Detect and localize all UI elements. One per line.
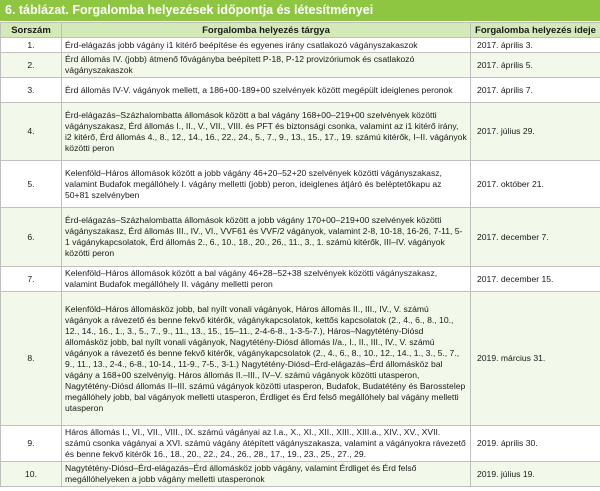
- table-row: [1, 78, 600, 103]
- table-row: [1, 53, 600, 78]
- row-number: 10.: [1, 462, 62, 487]
- row-number: 2.: [1, 53, 62, 78]
- row-description: Érd-elágazás–Százhalombatta állomások között a jobb vágány 170+00–219+00 szelvények közötti vágányszakasz, Érd állomás III., IV., VI., VVF61 és VVF/2 vágányok, valamint 2-8, 10-18, 16-26, 7-11, 5-1 vágánykapcsolatok, Érd állomás 2., 6., 10., 18., 20., 26., 11., 3., 1. számú kitérők, III–IV. vágányok közötti peron: [62, 208, 471, 267]
- row-date: 2017. július 29.: [471, 103, 600, 161]
- row-description: Kelenföld–Háros állomásköz jobb, bal nyílt vonali vágányok, Háros állomás II., III., IV., V. számú vágányok a rávezető és benne fekvő kitérők, vágánykapcsolatok, kettős kapcsolatok (2., 4., 6., 8., 10., 12., 14., 16., 1., 3., 5., 7., 9., 11., 13., 15., 15–11., 2-4-6-8., 1-3-5-7.), Háros–Nagytétény-Diósd állomásköz jobb, bal nyílt vonali vágányok, Nagytétény-Diósd állomás I/a., I., II., III., IV., V. számú vágányok a rávezető és benne fekvő kitérők, vágánykapcsolatok (2., 4., 6., 8., 10., 12., 14., 1., 3., 5., 7., 9., 11., 13., 2-4., 6-8., 10-14., 11-9., 7-5., 3-1.) Nagytétény-Diósd–Érd-elágazás–Érd állomásköz bal vágány a 168+00 szelvényig. Háros állomás II.–III., IV–V. számú vágányok közötti utasperon, Nagytétény-Diósd állomás II–III. számú vágányok közötti utasperon, Budafok, Budatétény és Barosstelep megállóhely jobb, bal vágányok melletti utasperon, Érdliget és Érd felső megállóhely bal vágány melletti utasperon: [62, 292, 471, 426]
- row-description: Kelenföld–Háros állomások között a jobb vágány 46+20–52+20 szelvények közötti vágányszakasz, valamint Budafok megállóhely I. vágány melletti (jobb) peron, ideiglenes átjáró és beléptetőkapu az 50+81 szelvényben: [62, 161, 471, 208]
- row-number: 7.: [1, 267, 62, 292]
- row-date: 2017. december 15.: [471, 267, 600, 292]
- row-date: 2017. október 21.: [471, 161, 600, 208]
- row-number: 4.: [1, 103, 62, 161]
- header-subject: Forgalomba helyezés tárgya: [62, 23, 471, 38]
- table-row: [1, 426, 600, 462]
- row-description: Érd állomás IV. (jobb) átmenő fővágányba beépített P-18, P-12 provizóriumok és csatlakozó vágányszakaszok: [62, 53, 471, 78]
- row-description: Érd-elágazás jobb vágány i1 kitérő beépítése és egyenes irány csatlakozó vágányszakaszok: [62, 38, 471, 53]
- row-date: 2019. március 31.: [471, 292, 600, 426]
- table-title: 6. táblázat. Forgalomba helyezések időpontja és létesítményei: [0, 0, 600, 21]
- table-row: [1, 208, 600, 267]
- row-description: Nagytétény-Diósd–Érd-elágazás–Érd állomásköz jobb vágány, valamint Érdliget és Érd felső megállóhelyeken a jobb vágány melletti utasperonok: [62, 462, 471, 487]
- row-number: 5.: [1, 161, 62, 208]
- row-number: 8.: [1, 292, 62, 426]
- row-description: Érd állomás IV-V. vágányok mellett, a 186+00-189+00 szelvények között megépült ideiglenes peronok: [62, 78, 471, 103]
- table-row: [1, 267, 600, 292]
- row-date: 2017. április 3.: [471, 38, 600, 53]
- row-number: 1.: [1, 38, 62, 53]
- header-date: Forgalomba helyezés ideje: [471, 23, 600, 38]
- table-header-row: [1, 23, 600, 38]
- row-number: 9.: [1, 426, 62, 462]
- row-description: Érd-elágazás–Százhalombatta állomások között a bal vágány 168+00–219+00 szelvények közötti vágányszakasz, Érd állomás I., II., V., VII., VIII. és PFT és biztonsági csonka, valamint az i1 kitérő irány, i2 kitérő, Érd állomás 4., 8., 12., 14., 16., 22., 24., 5., 7., 9., 13., 15., 17., 19. számú kitérők, I–II. vágányok közötti peron: [62, 103, 471, 161]
- table-row: [1, 38, 600, 53]
- table-row: [1, 103, 600, 161]
- row-number: 3.: [1, 78, 62, 103]
- row-description: Kelenföld–Háros állomások között a bal vágány 46+28–52+38 szelvények közötti vágányszakasz, valamint Budafok megállóhely II. vágány melletti peron: [62, 267, 471, 292]
- row-description: Háros állomás I., VI., VII., VIII., IX. számú vágányai az I.a., X., XI., XII., XIII., XIII.a., XIV., XV., XVII. számú csonka vágányai a XVI. számú vágány átépített vágányszakasza, valamint a vágányokra rávezető és benne fekvő kitérők 16., 18., 20., 22., 24., 26., 28., 17., 19., 23., 25., 27., 29.: [62, 426, 471, 462]
- row-date: 2017. december 7.: [471, 208, 600, 267]
- row-number: 6.: [1, 208, 62, 267]
- header-sequence-number: Sorszám: [1, 23, 62, 38]
- row-date: 2019. július 19.: [471, 462, 600, 487]
- row-date: 2017. április 5.: [471, 53, 600, 78]
- row-date: 2019. április 30.: [471, 426, 600, 462]
- table-row: [1, 462, 600, 487]
- installations-table: [0, 22, 600, 487]
- table-row: [1, 161, 600, 208]
- row-date: 2017. április 7.: [471, 78, 600, 103]
- table-row: [1, 292, 600, 426]
